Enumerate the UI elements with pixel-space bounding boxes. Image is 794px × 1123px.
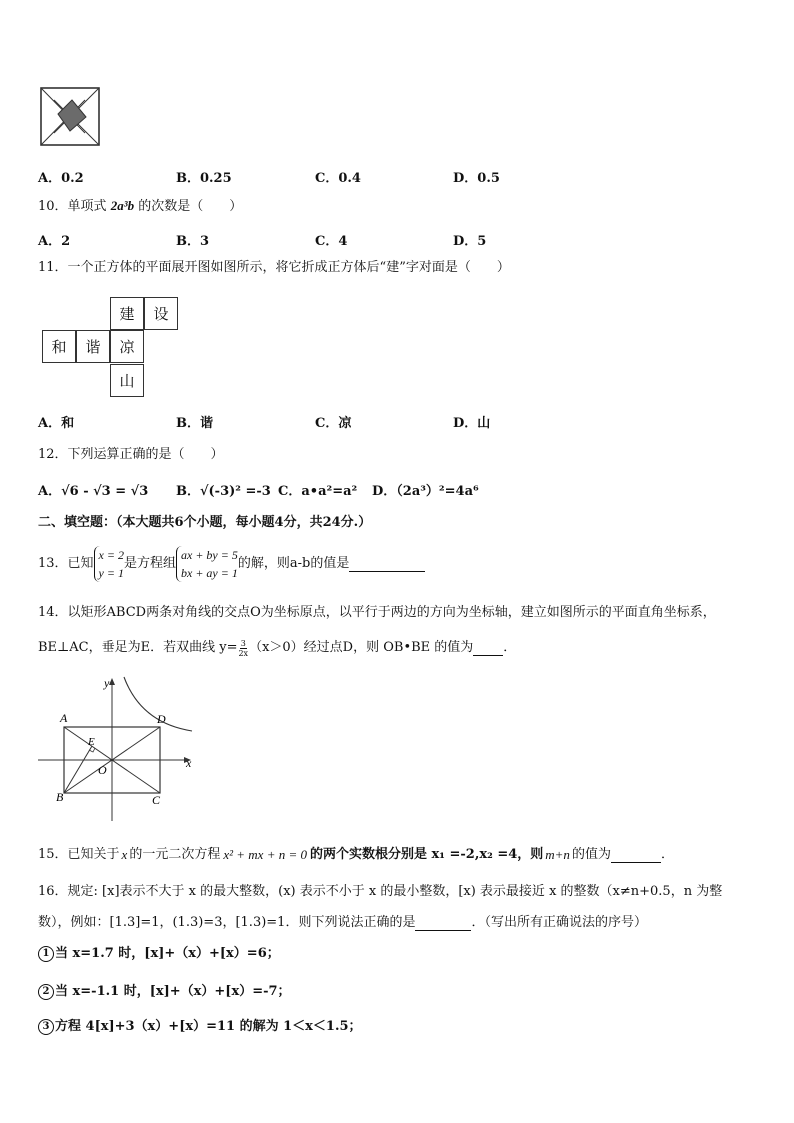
q9-option-a: A．0.2 (38, 171, 84, 186)
label-o: O (98, 763, 107, 777)
q9-option-c: C．0.4 (315, 171, 361, 186)
q11-option-d: D．山 (453, 416, 491, 431)
net-cell-she: 设 (144, 297, 178, 330)
q14-line1: 14．以矩形ABCD两条对角线的交点O为坐标原点，以平行于两边的方向为坐标轴，建立如图所示的平面直角坐标系， (38, 605, 716, 620)
y-axis-arrow (109, 678, 115, 685)
q10-expression: 2a³b (110, 198, 135, 213)
circled-number-2: 2 (38, 984, 54, 1000)
q15-answer-blank[interactable] (611, 848, 661, 863)
q9-square-figure (40, 87, 102, 147)
q13-stem: 13．已知 x = 2 y = 1 是方程组 ax + by = 5 bx + ay = 1 的解，则a-b的值是 (38, 542, 425, 586)
net-cell-he: 和 (42, 330, 76, 363)
q11-stem: 11．一个正方体的平面展开图如图所示，将它折成正方体后“建”字对面是（ ） (38, 260, 510, 275)
q14-line2: BE⊥AC，垂足为E．若双曲线 y= $\frac{3}{2x}$ （x＞0）经过点D，则 OB•BE 的值为 ． (38, 638, 517, 658)
q12-stem: 12．下列运算正确的是（ ） (38, 447, 224, 462)
q12-option-b: B．√(-3)² =-3 (176, 484, 271, 499)
q16-statement-2: 2 当 x=-1.1 时，[x]+（x）+[x）=-7； (38, 984, 291, 1000)
q15-stem: 15．已知关于 x 的一元二次方程 x² + mx + n = 0 的两个实数根分别是 x₁ =-2,x₂ =4，则 m+n 的值为 ． (38, 847, 674, 862)
q16-statement-1: 1 当 x=1.7 时，[x]+（x）+[x）=6； (38, 946, 280, 962)
q14-fraction: $\frac{3}{2x}$ (238, 638, 249, 658)
q9-option-b: B．0.25 (176, 171, 232, 186)
circled-number-3: 3 (38, 1019, 54, 1035)
label-b: B (56, 790, 64, 804)
q11-option-b: B．谐 (176, 416, 213, 431)
q13-given-system: x = 2 y = 1 (94, 546, 124, 582)
q10-option-c: C．4 (315, 234, 348, 249)
q11-cube-net (40, 297, 180, 401)
q16-statement-3: 3 方程 4[x]+3（x）+[x）=11 的解为 1＜x＜1.5； (38, 1019, 362, 1035)
net-cell-shan: 山 (110, 364, 144, 397)
q14-coordinate-figure (36, 673, 198, 823)
q16-line2: 数），例如：[1.3]=1，(1.3)=3，[1.3)=1．则下列说法正确的是 ．（写出所有正确说法的序号） (38, 915, 647, 930)
net-cell-jian: 建 (110, 297, 144, 330)
circled-number-1: 1 (38, 946, 54, 962)
net-cell-xie: 谐 (76, 330, 110, 363)
label-y: y (104, 676, 110, 690)
q13-equation-system: ax + by = 5 bx + ay = 1 (176, 546, 238, 582)
q12-option-a: A．√6 - √3 = √3 (38, 484, 149, 499)
net-cell-liang: 凉 (110, 330, 144, 363)
q16-answer-blank[interactable] (415, 916, 471, 931)
section-fill-in-header: 二、填空题：（本大题共6个小题，每小题4分，共24分.） (38, 515, 372, 530)
q13-answer-blank[interactable] (349, 557, 425, 572)
q10-option-d: D．5 (453, 234, 487, 249)
q11-option-a: A．和 (38, 416, 75, 431)
q12-option-d: D．（2a³）²=4a⁶ (372, 484, 479, 499)
q12-option-c: C．a•a²=a² (278, 484, 358, 499)
q10-option-b: B．3 (176, 234, 210, 249)
q9-option-d: D．0.5 (453, 171, 500, 186)
q11-option-c: C．凉 (315, 416, 352, 431)
label-c: C (152, 793, 161, 807)
q10-stem: 10．单项式 2a³b 的次数是（ ） (38, 198, 243, 214)
q16-line1: 16．规定: [x]表示不大于 x 的最大整数，(x) 表示不小于 x 的最小整数，[x) 表示最接近 x 的整数（x≠n+0.5，n 为整 (38, 884, 723, 899)
label-e: E (88, 736, 95, 748)
label-a: A (60, 711, 68, 725)
q15-equation: x² + mx + n = 0 (223, 847, 307, 862)
label-d: D (157, 712, 166, 726)
label-x: x (186, 756, 192, 770)
segment-be (64, 746, 92, 793)
q14-answer-blank[interactable] (473, 641, 503, 656)
q10-option-a: A．2 (38, 234, 71, 249)
